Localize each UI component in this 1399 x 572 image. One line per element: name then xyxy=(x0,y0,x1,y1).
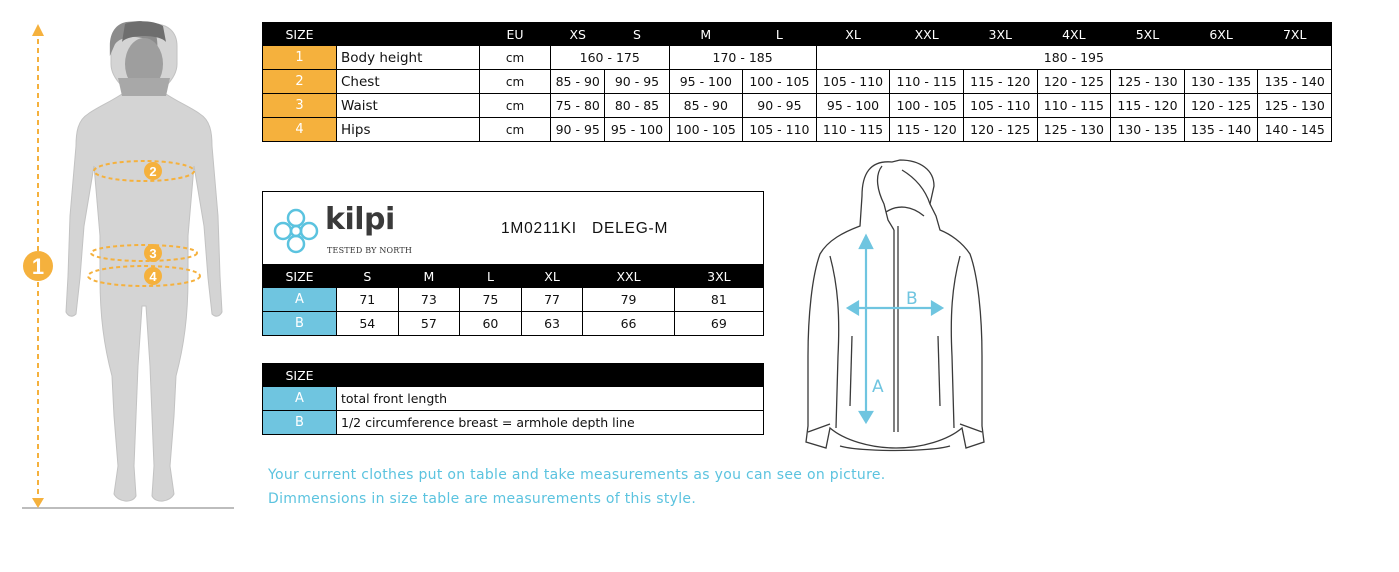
marker-2 xyxy=(144,162,162,180)
row-number: 1 xyxy=(263,46,337,70)
svg-text:1: 1 xyxy=(31,254,45,279)
label-b: B xyxy=(906,289,918,309)
value-cell: 115 - 120 xyxy=(890,118,964,142)
row-key: A xyxy=(263,387,337,411)
unit-cell: cm xyxy=(480,118,551,142)
value-cell: 81 xyxy=(674,288,763,312)
value-cell: 125 - 130 xyxy=(1111,70,1185,94)
svg-text:2: 2 xyxy=(149,164,157,179)
value-cell: 85 - 90 xyxy=(669,94,743,118)
unit-cell: cm xyxy=(480,70,551,94)
header-cell: XL xyxy=(521,265,583,288)
value-cell: 100 - 105 xyxy=(890,94,964,118)
value-cell: 66 xyxy=(583,312,674,336)
legend-description: total front length xyxy=(337,387,764,411)
value-cell: 125 - 130 xyxy=(1258,94,1332,118)
value-cell: 125 - 130 xyxy=(1037,118,1111,142)
marker-3 xyxy=(144,244,162,262)
table-row xyxy=(263,288,764,312)
value-cell: 90 - 95 xyxy=(551,118,605,142)
header-cell: XXL xyxy=(890,23,964,46)
row-key: B xyxy=(263,411,337,435)
legend-table xyxy=(262,363,764,435)
value-cell: 54 xyxy=(337,312,399,336)
value-cell: 130 - 135 xyxy=(1111,118,1185,142)
legend-description: 1/2 circumference breast = armhole depth line xyxy=(337,411,764,435)
instruction-note: Dimmensions in size table are measurements of this style. xyxy=(268,491,697,507)
value-cell: 80 - 85 xyxy=(605,94,669,118)
row-label: Chest xyxy=(337,70,480,94)
value-cell: 77 xyxy=(521,288,583,312)
value-cell: 140 - 145 xyxy=(1258,118,1332,142)
header-cell xyxy=(337,23,480,46)
value-cell: 100 - 105 xyxy=(669,118,743,142)
header-cell: XL xyxy=(816,23,890,46)
header-cell: SIZE xyxy=(263,364,337,387)
marker-4 xyxy=(144,267,162,285)
value-cell: 110 - 115 xyxy=(816,118,890,142)
value-cell: 95 - 100 xyxy=(669,70,743,94)
table-row xyxy=(263,411,764,435)
style-code: 1M0211KI xyxy=(501,220,577,237)
unit-cell: cm xyxy=(480,94,551,118)
header-cell: 6XL xyxy=(1184,23,1258,46)
row-number: 3 xyxy=(263,94,337,118)
value-cell: 120 - 125 xyxy=(1037,70,1111,94)
value-cell: 75 - 80 xyxy=(551,94,605,118)
table-row xyxy=(263,387,764,411)
header-cell: L xyxy=(743,23,817,46)
header-cell: 5XL xyxy=(1111,23,1185,46)
svg-text:4: 4 xyxy=(149,269,157,284)
value-cell: 90 - 95 xyxy=(605,70,669,94)
header-cell: M xyxy=(398,265,460,288)
header-cell: S xyxy=(337,265,399,288)
value-cell: 105 - 110 xyxy=(816,70,890,94)
value-cell: 73 xyxy=(398,288,460,312)
table-row xyxy=(263,118,1332,142)
value-cell: 75 xyxy=(460,288,522,312)
value-cell: 105 - 110 xyxy=(743,118,817,142)
value-cell: 135 - 140 xyxy=(1184,118,1258,142)
header-cell: 7XL xyxy=(1258,23,1332,46)
value-cell: 120 - 125 xyxy=(1184,94,1258,118)
value-cell: 105 - 110 xyxy=(963,94,1037,118)
header-cell: L xyxy=(460,265,522,288)
value-cell: 115 - 120 xyxy=(1111,94,1185,118)
value-cell: 170 - 185 xyxy=(669,46,816,70)
value-cell: 110 - 115 xyxy=(890,70,964,94)
style-name: DELEG-M xyxy=(592,220,669,237)
table-row xyxy=(263,312,764,336)
header-cell: EU xyxy=(480,23,551,46)
value-cell: 63 xyxy=(521,312,583,336)
header-cell xyxy=(337,364,764,387)
row-label: Waist xyxy=(337,94,480,118)
kilpi-knot-icon xyxy=(269,204,323,258)
value-cell: 160 - 175 xyxy=(551,46,670,70)
style-table-header xyxy=(263,265,764,288)
brand-logo: kilpi xyxy=(325,202,395,237)
value-cell: 60 xyxy=(460,312,522,336)
header-cell: SIZE xyxy=(263,23,337,46)
header-cell: SIZE xyxy=(263,265,337,288)
header-cell: 4XL xyxy=(1037,23,1111,46)
header-cell: XXL xyxy=(583,265,674,288)
value-cell: 95 - 100 xyxy=(605,118,669,142)
jacket-figure xyxy=(800,156,990,456)
row-key: A xyxy=(263,288,337,312)
size-table xyxy=(262,22,1332,142)
row-key: B xyxy=(263,312,337,336)
style-measurement-table xyxy=(262,264,764,336)
row-number: 2 xyxy=(263,70,337,94)
instruction-note: Your current clothes put on table and take measurements as you can see on picture. xyxy=(268,467,886,483)
label-a: A xyxy=(872,377,884,397)
header-cell: S xyxy=(605,23,669,46)
table-row xyxy=(263,94,1332,118)
value-cell: 100 - 105 xyxy=(743,70,817,94)
style-header xyxy=(262,191,764,264)
brand-tagline: TESTED BY NORTH xyxy=(327,246,413,255)
value-cell: 57 xyxy=(398,312,460,336)
svg-text:3: 3 xyxy=(149,246,157,261)
value-cell: 135 - 140 xyxy=(1258,70,1332,94)
header-cell: M xyxy=(669,23,743,46)
row-number: 4 xyxy=(263,118,337,142)
value-cell: 79 xyxy=(583,288,674,312)
value-cell: 69 xyxy=(674,312,763,336)
size-table-header xyxy=(263,23,1332,46)
value-cell: 90 - 95 xyxy=(743,94,817,118)
row-label: Body height xyxy=(337,46,480,70)
value-cell: 120 - 125 xyxy=(963,118,1037,142)
marker-1 xyxy=(23,251,53,281)
unit-cell: cm xyxy=(480,46,551,70)
value-cell: 95 - 100 xyxy=(816,94,890,118)
value-cell: 85 - 90 xyxy=(551,70,605,94)
value-cell: 180 - 195 xyxy=(816,46,1331,70)
value-cell: 110 - 115 xyxy=(1037,94,1111,118)
table-row xyxy=(263,70,1332,94)
value-cell: 130 - 135 xyxy=(1184,70,1258,94)
body-measurement-figure xyxy=(14,16,244,516)
table-row xyxy=(263,46,1332,70)
header-cell: 3XL xyxy=(963,23,1037,46)
value-cell: 115 - 120 xyxy=(963,70,1037,94)
header-cell: 3XL xyxy=(674,265,763,288)
row-label: Hips xyxy=(337,118,480,142)
value-cell: 71 xyxy=(337,288,399,312)
legend-header xyxy=(263,364,764,387)
header-cell: XS xyxy=(551,23,605,46)
